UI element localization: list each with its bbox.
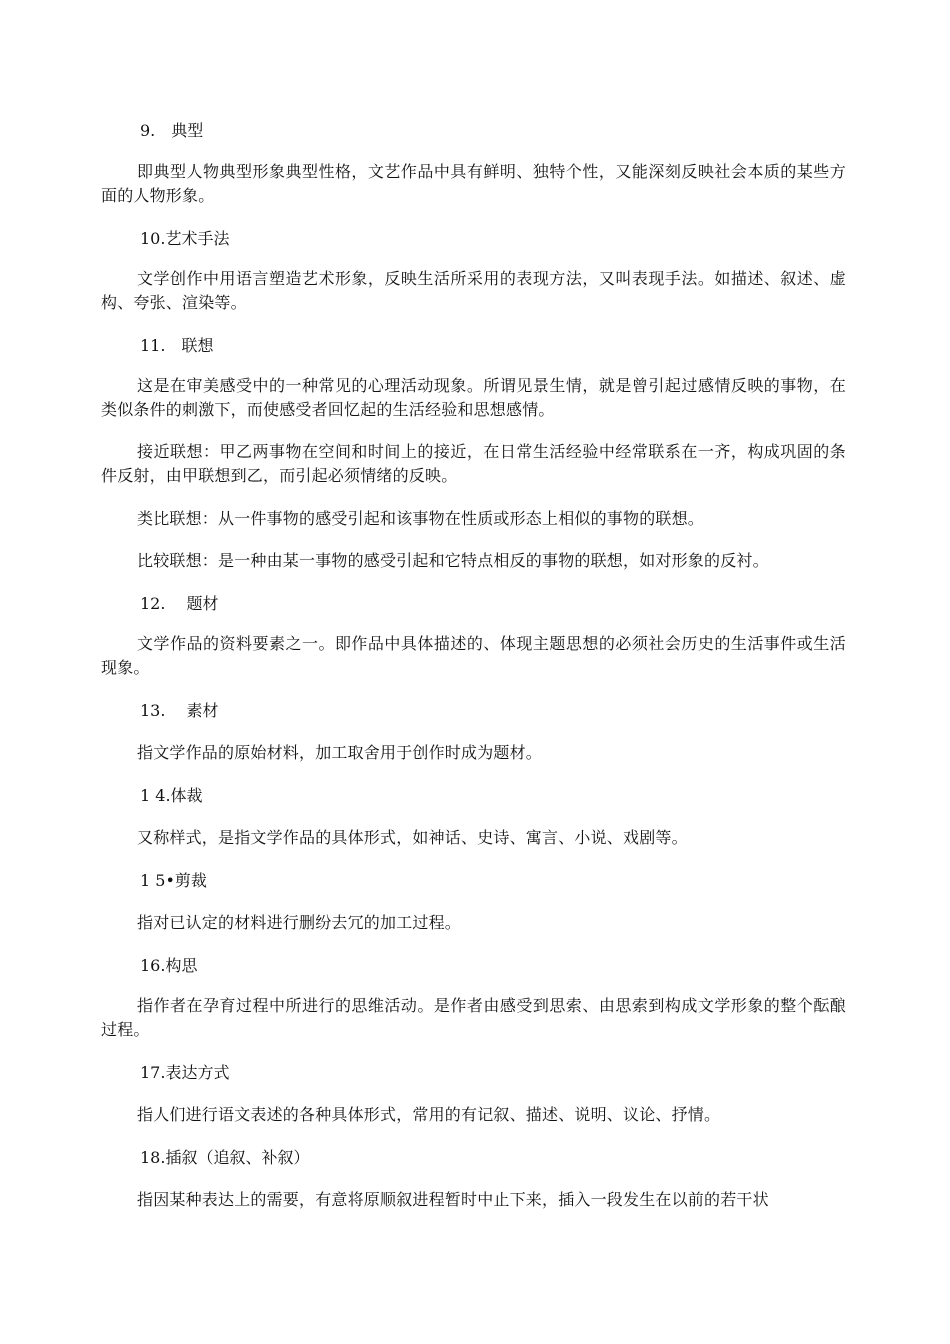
paragraph-genre: 又称样式，是指文学作品的具体形式，如神话、史诗、寓言、小说、戏剧等。 xyxy=(137,828,688,847)
section-heading-14: 1 4.体裁 xyxy=(140,786,203,805)
section-heading-9: 9. 典型 xyxy=(140,121,204,140)
paragraph-conception: 指作者在孕育过程中所进行的思维活动。是作者由感受到思索、由思索到构成文学形象的整个酝酿过程。 xyxy=(101,996,846,1039)
section-heading-18: 18.插叙（追叙、补叙） xyxy=(140,1148,310,1167)
section-heading-11: 11. 联想 xyxy=(140,336,214,355)
paragraph-raw-material: 指文学作品的原始材料，加工取舍用于创作时成为题材。 xyxy=(137,743,543,762)
section-heading-12: 12. 题材 xyxy=(140,594,219,613)
paragraph-flashback: 指因某种表达上的需要，有意将原顺叙进程暂时中止下来，插入一段发生在以前的若干状 xyxy=(137,1190,769,1209)
paragraph-subject-matter: 文学作品的资料要素之一。即作品中具体描述的、体现主题思想的必须社会历史的生活事件或生活现象。 xyxy=(101,634,846,677)
section-heading-16: 16.构思 xyxy=(140,956,198,975)
section-heading-15: 1 5•剪裁 xyxy=(140,871,207,890)
paragraph-expression-modes: 指人们进行语文表述的各种具体形式，常用的有记叙、描述、说明、议论、抒情。 xyxy=(137,1105,721,1124)
paragraph-contrast-association: 比较联想：是一种由某一事物的感受引起和它特点相反的事物的联想，如对形象的反衬。 xyxy=(137,551,769,570)
paragraph-analogy-association: 类比联想：从一件事物的感受引起和该事物在性质或形态上相似的事物的联想。 xyxy=(137,509,705,528)
paragraph-trimming: 指对已认定的材料进行删纷去冗的加工过程。 xyxy=(137,913,462,932)
paragraph-typical: 即典型人物典型形象典型性格，文艺作品中具有鲜明、独特个性，又能深刻反映社会本质的某些方面的人物形象。 xyxy=(101,162,846,205)
paragraph-art-technique: 文学创作中用语言塑造艺术形象，反映生活所采用的表现方法，又叫表现手法。如描述、叙述、虚构、夸张、渲染等。 xyxy=(101,269,846,312)
paragraph-association: 这是在审美感受中的一种常见的心理活动现象。所谓见景生情，就是曾引起过感情反映的事物，在类似条件的刺激下，而使感受者回忆起的生活经验和思想感情。 xyxy=(101,376,846,419)
section-heading-17: 17.表达方式 xyxy=(140,1063,230,1082)
paragraph-proximity-association: 接近联想：甲乙两事物在空间和时间上的接近，在日常生活经验中经常联系在一齐，构成巩固的条件反射，由甲联想到乙，而引起必须情绪的反映。 xyxy=(101,442,846,485)
section-heading-10: 10.艺术手法 xyxy=(140,229,230,248)
section-heading-13: 13. 素材 xyxy=(140,701,219,720)
